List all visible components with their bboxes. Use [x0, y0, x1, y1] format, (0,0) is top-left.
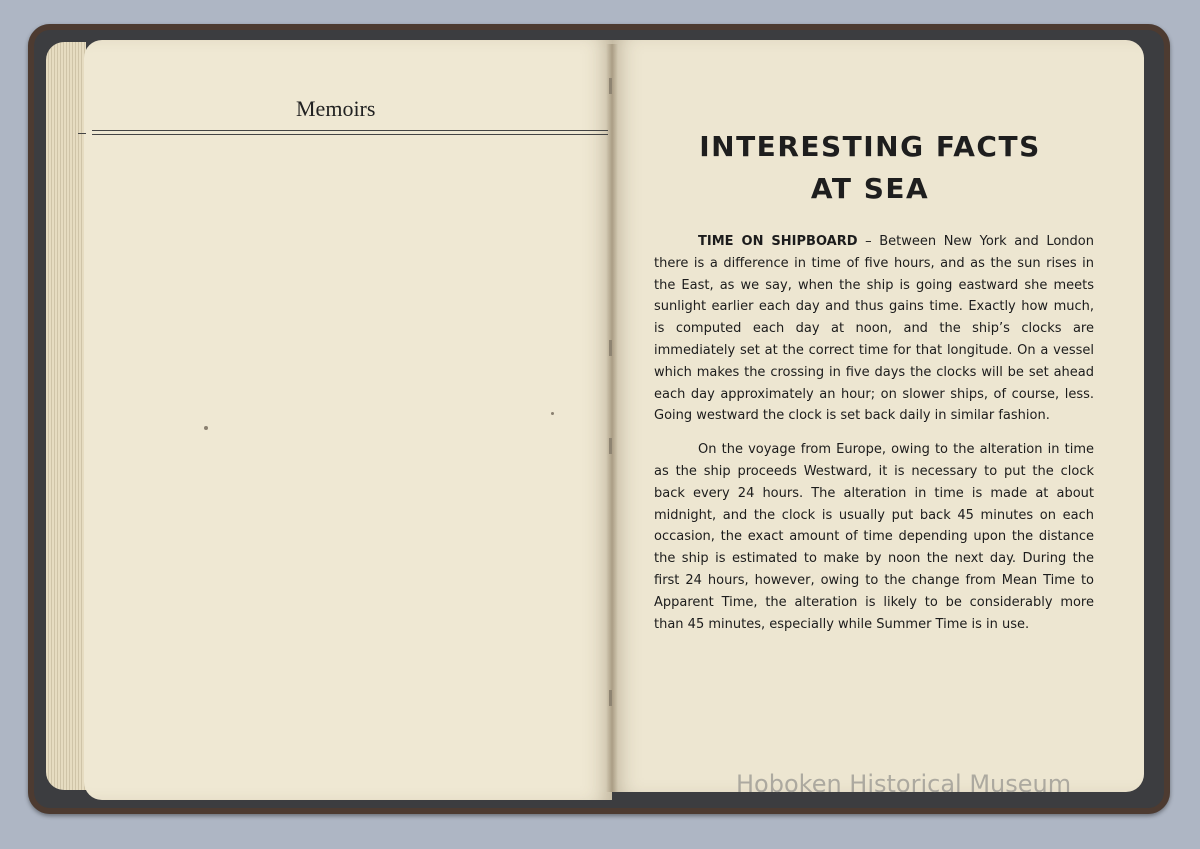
- binding-stitch: [609, 690, 612, 706]
- paragraph-1-text: – Between New York and London there is a difference in time of five hours, and as the sun rises in the East, as we say, when the ship is going eastward she meets sunlight earlier each day and thus gains time. Exactly how much, is computed each day at noon, and the ship’s clocks are immediately set at the correct time for that longitude. On a vessel which makes the crossing in five days the clocks will be set ahead each day approximately an hour; on slower ships, of course, less. Going westward the clock is set back daily in similar fashion.: [654, 234, 1094, 424]
- paragraph-time-on-shipboard: [654, 231, 1094, 427]
- rule-margin-mark: [78, 133, 86, 134]
- paper-speck: [204, 426, 208, 430]
- binding-stitch: [609, 438, 612, 454]
- header-rule: [92, 130, 608, 131]
- page-title: [620, 126, 1120, 210]
- binding-stitch: [609, 78, 612, 94]
- paragraph-voyage-from-europe: On the voyage from Europe, owing to the alteration in time as the ship proceeds Westward, it is necessary to put the clock back every 24 hours. The alteration in time is made at about midnight, and the clock is usually put back 45 minutes on each occasion, the exact amount of time depending upon the distance the ship is estimated to make by noon the next day. During the first 24 hours, however, owing to the change from Mean Time to Apparent Time, the alteration is likely to be considerably more than 45 minutes, especially while Summer Time is in use.: [654, 442, 1094, 632]
- title-line-1: INTERESTING FACTS: [699, 130, 1041, 163]
- paragraph-lead: TIME ON SHIPBOARD: [698, 234, 858, 249]
- museum-watermark: Hoboken Historical Museum: [736, 770, 1072, 798]
- paper-speck: [551, 412, 554, 415]
- book-gutter: [606, 44, 618, 792]
- left-page: [84, 40, 612, 800]
- article-body: [654, 231, 1094, 635]
- binding-stitch: [609, 340, 612, 356]
- title-line-2: AT SEA: [810, 172, 930, 205]
- header-rule-secondary: [92, 134, 608, 135]
- page-edges: [46, 42, 86, 790]
- left-page-header: Memoirs: [296, 96, 376, 121]
